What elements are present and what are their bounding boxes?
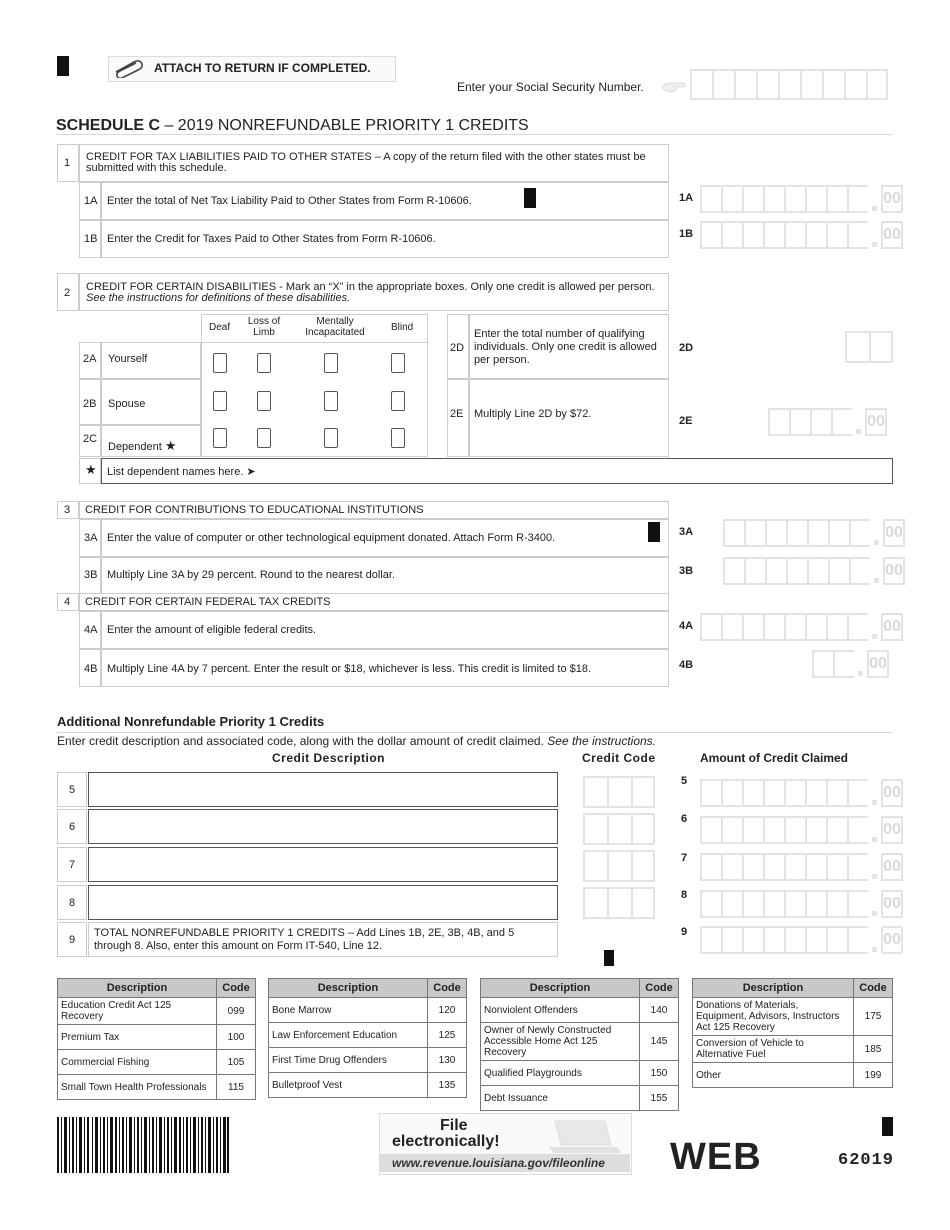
line-1a-id: 1A (84, 195, 98, 207)
line-1a-amount-field[interactable] (700, 183, 903, 213)
line-1b-id: 1B (84, 233, 98, 245)
table-row (481, 1061, 679, 1086)
star-icon: ★ (164, 438, 177, 453)
line-3b-id: 3B (84, 569, 98, 581)
cents-box: 00 (881, 779, 903, 807)
row-2b-id: 2B (83, 398, 97, 410)
schedule-subtitle: – 2019 NONREFUNDABLE PRIORITY 1 CREDITS (160, 117, 529, 134)
line-3a-text: Enter the value of computer or other technological equipment donated. Attach Form R-3400. (107, 532, 556, 544)
code-desc: Other (693, 1063, 854, 1088)
line-4a-text: Enter the amount of eligible federal credits. (107, 624, 317, 636)
cents-box: 00 (881, 613, 903, 641)
table-row (269, 1048, 467, 1073)
paperclip-icon (112, 58, 144, 78)
line-3a-id: 3A (84, 532, 98, 544)
code-desc: Commercial Fishing (58, 1050, 217, 1075)
row-2c-label (108, 438, 177, 454)
cents-box: 00 (867, 650, 889, 678)
code-value: 125 (428, 1023, 467, 1048)
row-8-amount-field[interactable] (700, 888, 903, 918)
line-3b-amount-field[interactable] (723, 555, 905, 585)
row-7-code-field[interactable] (583, 850, 655, 882)
table-row (481, 998, 679, 1023)
code-value: 120 (428, 998, 467, 1023)
line-9-text: TOTAL NONREFUNDABLE PRIORITY 1 CREDITS – Add Lines 1B, 2E, 3B, 4B, and 5 through 8. Also, enter this amount on Form IT-540, Line 12. (94, 927, 515, 952)
code-desc: Conversion of Vehicle to Alternative Fuel (693, 1036, 854, 1063)
row-5-num: 5 (57, 772, 87, 807)
schedule-name: SCHEDULE C (56, 117, 161, 134)
additional-heading: Additional Nonrefundable Priority 1 Credits (57, 714, 325, 729)
table-row (58, 998, 256, 1025)
table-header: Description (693, 979, 854, 998)
cents-box: 00 (883, 557, 905, 585)
section-2-num: 2 (64, 287, 71, 299)
dependent-names-label: List dependent names here. ➤ (107, 466, 256, 478)
code-desc: Owner of Newly Constructed Accessible Home Act 125 Recovery (481, 1023, 640, 1061)
table-header: Code (217, 979, 256, 998)
disability-grid (201, 342, 428, 457)
row-8-description-field[interactable] (88, 885, 558, 920)
row-2c-label-text: Dependent (108, 441, 162, 453)
row-5-label: 5 (681, 775, 688, 787)
code-value: 115 (217, 1075, 256, 1100)
registration-mark (524, 188, 536, 208)
line-4b-text: Multiply Line 4A by 7 percent. Enter the result or $18, whichever is less. This credit is limited to $18. (107, 663, 592, 675)
line-2e-text: Multiply Line 2D by $72. (474, 408, 592, 420)
ssn-prompt: Enter your Social Security Number. (457, 80, 644, 94)
line-2d-count-field[interactable] (845, 331, 893, 363)
table-row (693, 1063, 893, 1088)
additional-instructions (57, 734, 656, 748)
line-1b-amount-field[interactable] (700, 219, 903, 249)
page-title (56, 117, 529, 135)
row-5-amount-field[interactable] (700, 777, 903, 807)
cents-box: 00 (865, 408, 887, 436)
line-4a-id: 4A (84, 624, 98, 636)
electronically-text: electronically! (392, 1133, 500, 1150)
col-credit-description: Credit Description (272, 751, 386, 765)
code-value: 135 (428, 1073, 467, 1098)
form-code: 62019 (838, 1151, 895, 1170)
additional-instructions-text: Enter credit description and associated code, along with the dollar amount of credit claimed. (57, 734, 544, 748)
col-amount-claimed: Amount of Credit Claimed (700, 751, 849, 765)
code-value: 155 (640, 1086, 679, 1111)
row-2c-id: 2C (83, 433, 98, 445)
section-1-text: CREDIT FOR TAX LIABILITIES PAID TO OTHER STATES – A copy of the return filed with the other states must be submitted with this schedule. (86, 151, 646, 174)
section-4-num: 4 (64, 596, 71, 608)
code-value: 145 (640, 1023, 679, 1061)
cents-box: 00 (881, 816, 903, 844)
code-desc: Qualified Playgrounds (481, 1061, 640, 1086)
row-6-code-field[interactable] (583, 813, 655, 845)
line-1b-label: 1B (679, 228, 694, 240)
table-row (269, 1073, 467, 1098)
star-icon: ★ (85, 462, 97, 477)
row-2b-label: Spouse (108, 398, 146, 410)
code-table-3 (480, 978, 679, 1111)
row-5-code-field[interactable] (583, 776, 655, 808)
attach-text: ATTACH TO RETURN IF COMPLETED. (154, 61, 371, 75)
code-value: 175 (854, 998, 893, 1036)
section-1-num: 1 (64, 157, 71, 169)
title-rule (56, 134, 893, 135)
line-2d-id: 2D (450, 342, 465, 354)
line-4b-amount-field[interactable] (812, 648, 889, 678)
code-value: 099 (217, 998, 256, 1025)
code-desc: Small Town Health Professionals (58, 1075, 217, 1100)
line-4a-label: 4A (679, 620, 694, 632)
code-table-1 (57, 978, 256, 1100)
table-row (269, 1023, 467, 1048)
line-4b-id: 4B (84, 663, 98, 675)
line-9-amount-field[interactable] (700, 924, 903, 954)
code-desc: Debt Issuance (481, 1086, 640, 1111)
line-1a-text: Enter the total of Net Tax Liability Paid to Other States from Form R-10606. (107, 195, 472, 207)
col-credit-code: Credit Code (582, 751, 656, 765)
line-3a-amount-field[interactable] (723, 517, 905, 547)
section-3-text: CREDIT FOR CONTRIBUTIONS TO EDUCATIONAL INSTITUTIONS (85, 504, 424, 516)
table-row (693, 998, 893, 1036)
line-2d-label: 2D (679, 342, 694, 354)
ssn-field[interactable] (690, 69, 888, 100)
code-table-2 (268, 978, 467, 1098)
code-value: 150 (640, 1061, 679, 1086)
cents-box: 00 (881, 926, 903, 954)
code-desc: Nonviolent Offenders (481, 998, 640, 1023)
code-table-4 (692, 978, 893, 1088)
code-value: 100 (217, 1025, 256, 1050)
code-desc: Education Credit Act 125 Recovery (58, 998, 217, 1025)
table-row (481, 1086, 679, 1111)
section-3-num: 3 (64, 504, 71, 516)
code-value: 140 (640, 998, 679, 1023)
cents-box: 00 (881, 185, 903, 213)
col-mentally-incapacitated: Mentally Incapacitated (305, 316, 365, 338)
cents-box: 00 (883, 519, 905, 547)
line-4a-amount-field[interactable] (700, 611, 903, 641)
code-desc: Bone Marrow (269, 998, 428, 1023)
line-1b-text: Enter the Credit for Taxes Paid to Other States from Form R-10606. (107, 233, 436, 245)
code-desc: First Time Drug Offenders (269, 1048, 428, 1073)
registration-mark (882, 1117, 893, 1136)
registration-mark (648, 522, 660, 542)
code-desc: Bulletproof Vest (269, 1073, 428, 1098)
registration-mark (604, 950, 614, 966)
row-6-label: 6 (681, 813, 688, 825)
row-7-description-field[interactable] (88, 847, 558, 882)
table-row (481, 1023, 679, 1061)
table-header: Code (854, 979, 893, 998)
table-row (693, 1036, 893, 1063)
table-header: Code (428, 979, 467, 998)
barcode (57, 1117, 229, 1173)
additional-instructions-italic: See the instructions. (547, 734, 657, 748)
line-2d-text: Enter the total number of qualifying individuals. Only one credit is allowed per person. (474, 328, 657, 366)
code-desc: Law Enforcement Education (269, 1023, 428, 1048)
table-header: Description (481, 979, 640, 998)
code-value: 199 (854, 1063, 893, 1088)
table-row (58, 1075, 256, 1100)
line-3b-label: 3B (679, 565, 694, 577)
code-value: 130 (428, 1048, 467, 1073)
row-8-num: 8 (57, 885, 87, 920)
col-deaf: Deaf (209, 322, 231, 333)
table-header: Description (58, 979, 217, 998)
row-6-amount-field[interactable] (700, 814, 903, 844)
row-7-label: 7 (681, 852, 688, 864)
section-2-note: See the instructions for definitions of these disabilities. (86, 292, 351, 304)
row-7-num: 7 (57, 847, 87, 882)
row-8-label: 8 (681, 889, 688, 901)
registration-mark (57, 56, 69, 76)
row-2a-label: Yourself (108, 353, 148, 365)
line-1a-label: 1A (679, 192, 694, 204)
line-2e-label: 2E (679, 415, 693, 427)
row-8-code-field[interactable] (583, 887, 655, 919)
table-row (269, 998, 467, 1023)
cents-box: 00 (881, 890, 903, 918)
line-9-label: 9 (681, 926, 688, 938)
web-mark: WEB (670, 1136, 762, 1178)
code-desc: Premium Tax (58, 1025, 217, 1050)
col-loss-of-limb: Loss of Limb (247, 316, 281, 338)
col-blind: Blind (391, 322, 414, 333)
code-value: 105 (217, 1050, 256, 1075)
section-4-text: CREDIT FOR CERTAIN FEDERAL TAX CREDITS (85, 596, 331, 608)
line-3a-label: 3A (679, 526, 694, 538)
row-6-num: 6 (57, 809, 87, 844)
table-header: Code (640, 979, 679, 998)
file-text: File (440, 1117, 468, 1134)
code-value: 185 (854, 1036, 893, 1063)
pointing-hand-icon (660, 80, 686, 94)
table-header: Description (269, 979, 428, 998)
laptop-icon (545, 1117, 625, 1155)
cents-box: 00 (881, 221, 903, 249)
row-2a-id: 2A (83, 353, 97, 365)
table-row (58, 1025, 256, 1050)
row-7-amount-field[interactable] (700, 851, 903, 881)
line-2e-amount-field[interactable] (768, 406, 887, 436)
cents-box: 00 (881, 853, 903, 881)
file-online-url[interactable]: www.revenue.louisiana.gov/fileonline (392, 1156, 605, 1170)
row-6-description-field[interactable] (88, 809, 558, 844)
line-4b-label: 4B (679, 659, 694, 671)
line-2e-id: 2E (450, 408, 464, 420)
section-2-text: CREDIT FOR CERTAIN DISABILITIES - Mark an “X” in the appropriate boxes. Only one credit is allowed per person. (86, 281, 655, 293)
line-3b-text: Multiply Line 3A by 29 percent. Round to the nearest dollar. (107, 569, 396, 581)
line-9-num: 9 (57, 922, 87, 957)
table-row (58, 1050, 256, 1075)
instructions-rule (57, 732, 893, 733)
code-desc: Donations of Materials, Equipment, Advisors, Instructors Act 125 Recovery (693, 998, 854, 1036)
row-5-description-field[interactable] (88, 772, 558, 807)
